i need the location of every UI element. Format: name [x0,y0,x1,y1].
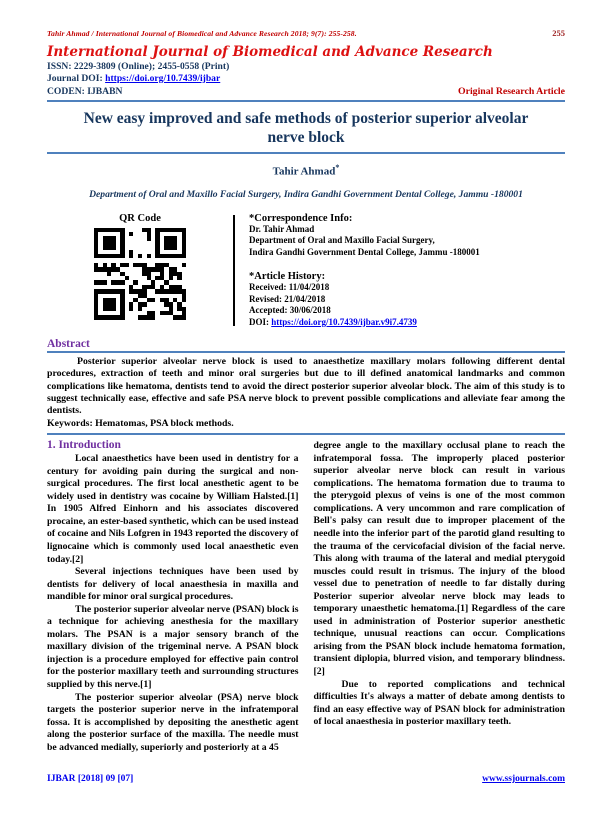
journal-title: International Journal of Biomedical and Advance Research [47,44,493,60]
info-row [47,213,565,329]
body-columns [47,437,565,754]
history-accepted: Accepted: 30/06/2018 [249,305,331,316]
intro-paragraph: The posterior superior alveolar (PSA) nerve block targets the posterior superior nerve in the infratemporal fossa. It is accomplished by depositing the anesthetic agent along the posterior surface of the maxilla. The needle must be advanced medially, superiorly and posteriorly at a 45 [47,691,299,753]
intro-paragraph: Due to reported complications and technical difficulties It's always a matter of debate among dentists to find an easy effective way of PSAN block for administration of local anaesthesia in posterior maxillary teeth. [313,678,565,728]
journal-doi-label: Journal DOI: [47,73,106,84]
correspondence-block [235,213,565,329]
page-number: 255 [552,28,565,38]
author-asterisk: * [335,163,340,172]
qr-code-label: QR Code [119,212,161,224]
page-footer [47,774,565,784]
keywords-divider [47,433,565,435]
correspondence-heading: *Correspondence Info: [249,212,353,224]
intro-paragraph: degree angle to the maxillary occlusal plane to reach the infratemporal fossa. The improperly placed posterior superior alveolar nerve block can result in various complications. The hematoma formation due to trauma to the pterygoid plexus of veins is one of the most common complications. A very uncommon and rare complication of Bell's palsy can result due to improper placement of the needle into the inferior part of the parotid gland resulting to the trauma of the cervicofacial division of the facial nerve. This along with trauma of the lateral and medial pterygoid muscles could result in trismus. The injury of the blood vessel due to penetration of needle to far distally during Posterior superior alveolar nerve block may leads to temporary unaesthetic hematoma.[1] Regardless of the care used in administration of Posterior superior anesthetic technique, unusual reactions can occur. Complications arising from the PSAN block include hematoma formation, transient diplopia, blurred vision, and temporary blindness.[2] [313,440,565,678]
issn-line: ISSN: 2229-3809 (Online); 2455-0558 (Print) [47,61,230,72]
history-revised: Revised: 21/04/2018 [249,293,326,304]
abstract-divider [47,351,565,353]
running-header [47,28,565,38]
history-doi-line [249,317,565,329]
correspondence-name: Dr. Tahir Ahmad [249,223,315,234]
title-divider [47,152,565,154]
abstract-heading: Abstract [47,338,90,351]
journal-doi-link[interactable]: https://doi.org/10.7439/ijbar [105,73,221,84]
author-affiliation: Department of Oral and Maxillo Facial Surgery, Indira Gandhi Government Dental College, Jammu -180001 [89,188,523,200]
article-history-heading: *Article History: [249,271,326,283]
article-type-label: Original Research Article [457,86,565,97]
coden-row [47,85,565,97]
qr-code [94,228,186,320]
left-column [47,437,299,754]
article-doi-link[interactable]: https://doi.org/10.7439/ijbar.v9i7.4739 [271,316,417,327]
keywords-line [47,418,565,429]
coden-text: CODEN: IJBABN [47,86,123,97]
correspondence-college: Indira Gandhi Government Dental College, Jammu -180001 [249,246,480,257]
intro-paragraph: The posterior superior alveolar nerve (PSAN) block is a technique for achieving anesthesia for the maxillary molars. The PSAN is a major sensory branch of the maxillary division of the trigeminal nerve. A PSAN block injection is a procedure employed for effective pain control for the posterior maxillary teeth and surrounding structures supplied by this nerve.[1] [47,603,299,691]
history-doi-label: DOI: [249,316,272,327]
abstract-text: Posterior superior alveolar nerve block is used to anaesthetize maxillary molars following different dental procedures, extraction of teeth and minor oral surgeries but due to ill defined anatomical landmarks and common complications like hematoma, dentists tend to avoid the direct posterior superior alveolar block. The aim of this study is to suggest technically ease, effective and safe PSA nerve block to prevent possible complications and alleviate fear among the dentists. [47,356,565,416]
keywords-label: Keywords: [47,418,93,430]
correspondence-dept: Department of Oral and Maxillo Facial Surgery, [249,235,435,246]
author-name: Tahir Ahmad [272,165,336,178]
footer-journal-url[interactable]: www.ssjournals.com [482,774,565,784]
article-title: New easy improved and safe methods of posterior superior alveolar nerve block [83,110,529,146]
intro-paragraph: Local anaesthetics have been used in dentistry for a century for avoiding pain during the surgical and non-surgical procedures. The first local anesthetic agent to be widely used in dentistry was cocaine by William Halsted.[1] In 1905 Alfred Einhorn and his associates discovered procaine, an ester-based synthetic, which can be used instead of cocaine and Nils Lofgren in 1943 reported the discovery of lignocaine which is commonly used local anaesthetic even today.[2] [47,453,299,565]
history-received: Received: 11/04/2018 [249,282,330,293]
keywords-text: Hematomas, PSA block methods. [92,418,234,430]
running-head-text: Tahir Ahmad / International Journal of Biomedical and Advance Research 2018; 9(7): 255-258. [47,29,357,38]
header-divider [47,100,565,102]
author-line [47,163,565,178]
journal-doi-line [47,73,565,84]
intro-paragraph: Several injections techniques have been used by dentists for delivery of local anaesthesia in maxilla and mandible for minor oral surgical procedures. [47,566,299,603]
introduction-heading: 1. Introduction [47,439,121,452]
right-column [314,437,566,754]
qr-block [47,213,233,329]
footer-journal-id: IJBAR [2018] 09 [07] [47,774,134,784]
